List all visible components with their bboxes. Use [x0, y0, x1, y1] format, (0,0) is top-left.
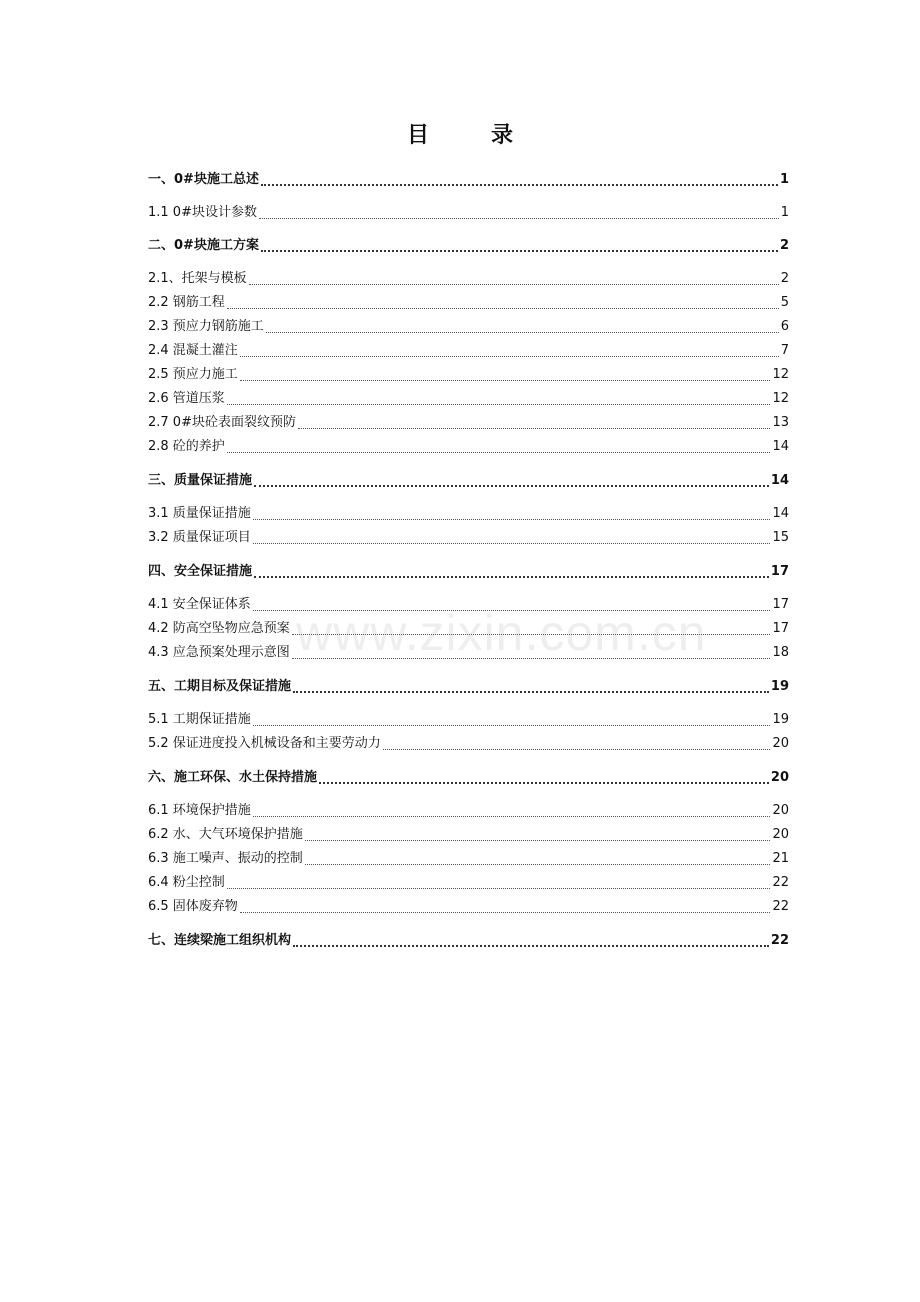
toc-entry-page: 14	[770, 473, 789, 488]
toc-dot-leader	[261, 184, 778, 186]
toc-entry-page: 21	[772, 851, 789, 866]
toc-dot-leader	[227, 404, 771, 405]
toc-entry-page: 14	[772, 506, 789, 521]
toc-entry-label: 六、施工环保、水土保持措施	[148, 770, 318, 785]
toc-entry-label: 2.7 0#块砼表面裂纹预防	[148, 415, 296, 430]
toc-entry-label: 6.3 施工噪声、振动的控制	[148, 851, 303, 866]
toc-dot-leader	[261, 250, 778, 252]
toc-chapter-entry[interactable]	[148, 236, 789, 256]
toc-chapter-entry[interactable]	[148, 562, 789, 582]
toc-dot-leader	[254, 576, 769, 578]
toc-dot-leader	[383, 749, 771, 750]
toc-entry-label: 七、连续梁施工组织机构	[148, 933, 292, 948]
toc-entry-page: 14	[772, 439, 789, 454]
toc-section-entry[interactable]	[148, 341, 789, 361]
toc-dot-leader	[240, 380, 771, 381]
toc-dot-leader	[253, 519, 771, 520]
toc-entry-label: 四、安全保证措施	[148, 564, 253, 579]
toc-entry-label: 6.2 水、大气环境保护措施	[148, 827, 303, 842]
toc-section-entry[interactable]	[148, 873, 789, 893]
toc-dot-leader	[259, 218, 779, 219]
toc-entry-page: 1	[780, 205, 789, 220]
toc-dot-leader	[298, 428, 770, 429]
toc-dot-leader	[305, 840, 771, 841]
toc-entry-label: 3.2 质量保证项目	[148, 530, 251, 545]
toc-entry-page: 17	[770, 564, 789, 579]
toc-dot-leader	[240, 912, 771, 913]
toc-entry-page: 7	[780, 343, 789, 358]
toc-entry-label: 2.8 砼的养护	[148, 439, 225, 454]
toc-dot-leader	[305, 864, 771, 865]
toc-entry-label: 6.5 固体废弃物	[148, 899, 238, 914]
toc-entry-label: 3.1 质量保证措施	[148, 506, 251, 521]
toc-entry-label: 4.2 防高空坠物应急预案	[148, 621, 290, 636]
toc-entry-label: 4.3 应急预案处理示意图	[148, 645, 290, 660]
toc-dot-leader	[293, 691, 769, 693]
toc-dot-leader	[227, 308, 779, 309]
toc-section-entry[interactable]	[148, 389, 789, 409]
toc-dot-leader	[266, 332, 779, 333]
toc-dot-leader	[253, 543, 771, 544]
toc-section-entry[interactable]	[148, 317, 789, 337]
toc-section-entry[interactable]	[148, 619, 789, 639]
toc-entry-page: 20	[772, 803, 789, 818]
toc-section-entry[interactable]	[148, 734, 789, 754]
toc-section-entry[interactable]	[148, 897, 789, 917]
toc-section-entry[interactable]	[148, 365, 789, 385]
toc-entry-label: 6.4 粉尘控制	[148, 875, 225, 890]
toc-chapter-entry[interactable]	[148, 170, 789, 190]
toc-entry-page: 18	[772, 645, 789, 660]
toc-entry-label: 6.1 环境保护措施	[148, 803, 251, 818]
toc-section-entry[interactable]	[148, 849, 789, 869]
toc-section-entry[interactable]	[148, 643, 789, 663]
toc-section-entry[interactable]	[148, 825, 789, 845]
toc-entry-label: 2.6 管道压浆	[148, 391, 225, 406]
toc-entry-label: 5.2 保证进度投入机械设备和主要劳动力	[148, 736, 381, 751]
watermark: www.zixin.com.cn	[296, 605, 707, 661]
toc-entry-label: 5.1 工期保证措施	[148, 712, 251, 727]
toc-entry-page: 13	[772, 415, 789, 430]
toc-entry-page: 22	[772, 899, 789, 914]
toc-entry-label: 4.1 安全保证体系	[148, 597, 251, 612]
toc-chapter-entry[interactable]	[148, 471, 789, 491]
toc-entry-page: 20	[772, 736, 789, 751]
toc-entry-page: 17	[772, 621, 789, 636]
toc-entry-page: 1	[779, 172, 789, 187]
toc-entry-label: 2.5 预应力施工	[148, 367, 238, 382]
toc-dot-leader	[249, 284, 779, 285]
toc-dot-leader	[254, 485, 769, 487]
toc-dot-leader	[253, 610, 771, 611]
toc-section-entry[interactable]	[148, 437, 789, 457]
toc-dot-leader	[293, 945, 769, 947]
toc-section-entry[interactable]	[148, 504, 789, 524]
toc-entry-page: 2	[779, 238, 789, 253]
toc-section-entry[interactable]	[148, 203, 789, 223]
toc-entry-page: 20	[770, 770, 789, 785]
toc-entry-label: 2.3 预应力钢筋施工	[148, 319, 264, 334]
toc-dot-leader	[319, 782, 769, 784]
toc-entry-page: 19	[770, 679, 789, 694]
toc-entry-label: 一、0#块施工总述	[148, 172, 259, 187]
toc-entry-label: 2.2 钢筋工程	[148, 295, 225, 310]
toc-entry-label: 2.1、托架与模板	[148, 271, 247, 286]
toc-entry-label: 2.4 混凝土灌注	[148, 343, 238, 358]
toc-entry-page: 6	[780, 319, 789, 334]
toc-section-entry[interactable]	[148, 293, 789, 313]
toc-entry-page: 19	[772, 712, 789, 727]
toc-dot-leader	[253, 725, 771, 726]
toc-dot-leader	[227, 452, 771, 453]
toc-section-entry[interactable]	[148, 528, 789, 548]
toc-chapter-entry[interactable]	[148, 677, 789, 697]
toc-entry-page: 2	[780, 271, 789, 286]
toc-entry-page: 12	[772, 391, 789, 406]
toc-section-entry[interactable]	[148, 595, 789, 615]
toc-dot-leader	[227, 888, 771, 889]
toc-dot-leader	[253, 816, 771, 817]
toc-section-entry[interactable]	[148, 801, 789, 821]
toc-section-entry[interactable]	[148, 413, 789, 433]
page-title: 目 录	[406, 122, 533, 148]
toc-entry-page: 22	[770, 933, 789, 948]
toc-section-entry[interactable]	[148, 710, 789, 730]
toc-entry-label: 五、工期目标及保证措施	[148, 679, 292, 694]
toc-entry-page: 15	[772, 530, 789, 545]
toc-dot-leader	[292, 658, 771, 659]
toc-entry-page: 5	[780, 295, 789, 310]
toc-entry-page: 17	[772, 597, 789, 612]
toc-entry-label: 二、0#块施工方案	[148, 238, 259, 253]
toc-entry-page: 22	[772, 875, 789, 890]
toc-chapter-entry[interactable]	[148, 768, 789, 788]
toc-entry-page: 12	[772, 367, 789, 382]
toc-dot-leader	[292, 634, 771, 635]
toc-section-entry[interactable]	[148, 269, 789, 289]
toc-entry-page: 20	[772, 827, 789, 842]
toc-chapter-entry[interactable]	[148, 931, 789, 951]
toc-entry-label: 三、质量保证措施	[148, 473, 253, 488]
toc-dot-leader	[240, 356, 779, 357]
toc-entry-label: 1.1 0#块设计参数	[148, 205, 257, 220]
